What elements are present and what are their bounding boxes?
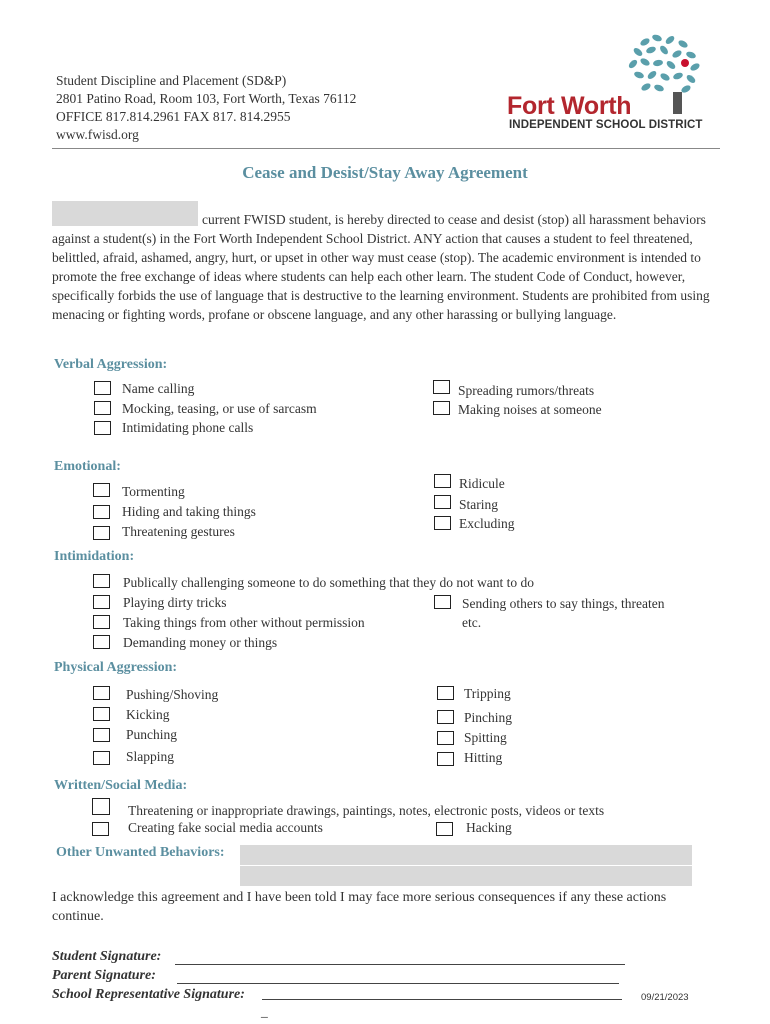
checkbox-ridicule[interactable] bbox=[434, 474, 451, 488]
option-label: Sending others to say things, threaten bbox=[462, 596, 665, 611]
section-heading-physical: Physical Aggression: bbox=[54, 660, 178, 675]
option-label: Threatening gestures bbox=[122, 524, 235, 539]
checkbox-excluding[interactable] bbox=[434, 516, 451, 530]
checkbox-slapping[interactable] bbox=[93, 751, 110, 765]
acknowledgement-text: I acknowledge this agreement and I have been told I may face more serious consequences if any these actions continue. bbox=[52, 890, 667, 924]
checkbox-demanding-money[interactable] bbox=[93, 635, 110, 649]
checkbox-pushing[interactable] bbox=[93, 686, 110, 700]
option-label: Hitting bbox=[464, 750, 503, 765]
checkbox-publically-challenging[interactable] bbox=[93, 574, 110, 588]
checkbox-name-calling[interactable] bbox=[94, 381, 111, 395]
checkbox-spitting[interactable] bbox=[437, 731, 454, 745]
option-label: Mocking, teasing, or use of sarcasm bbox=[122, 401, 317, 416]
checkbox-tormenting[interactable] bbox=[93, 483, 110, 497]
option-label: Name calling bbox=[122, 381, 195, 396]
student-signature-label: Student Signature: bbox=[52, 949, 162, 964]
section-heading-written: Written/Social Media: bbox=[54, 778, 188, 793]
intro-body: behaviors against a student(s) in the Fort Worth Independent School District. ANY action that causes a student to feel threatened, belittled, afraid, ashamed, angry, hurt, or upset in other way must cease (stop). The academic environment is intended to promote the free exchange of ideas where students can help each other learn. The student Code of Conduct, however, specifically forbids the use of language that is destructive to the learning environment. Students are prohibited from using menacing or fighting words, profane or obscene language, and any other harassing or bullying language. bbox=[52, 212, 710, 322]
option-label: Pushing/Shoving bbox=[126, 687, 219, 702]
option-label: Publically challenging someone to do something that they do not want to do bbox=[123, 575, 534, 590]
checkbox-hacking[interactable] bbox=[436, 822, 453, 836]
address-line: 2801 Patino Road, Room 103, Fort Worth, Texas 76112 bbox=[56, 91, 357, 106]
option-label: Hacking bbox=[466, 820, 512, 835]
option-label: Taking things from other without permission bbox=[123, 615, 365, 630]
option-label: Threatening or inappropriate drawings, paintings, notes, electronic posts, videos or texts bbox=[128, 803, 605, 818]
intro-paragraph bbox=[52, 210, 722, 324]
address-line: OFFICE 817.814.2961 FAX 817. 814.2955 bbox=[56, 109, 291, 124]
checkbox-spreading-rumors[interactable] bbox=[433, 380, 450, 394]
checkbox-taking-things[interactable] bbox=[93, 615, 110, 629]
address-line: Student Discipline and Placement (SD&P) bbox=[56, 73, 287, 88]
parent-signature-label: Parent Signature: bbox=[52, 968, 156, 983]
option-label: Staring bbox=[459, 497, 498, 512]
checkbox-tripping[interactable] bbox=[437, 686, 454, 700]
address-line: www.fwisd.org bbox=[56, 127, 139, 142]
form-date: 09/21/2023 bbox=[641, 992, 689, 1003]
option-label: Kicking bbox=[126, 707, 170, 722]
school-rep-signature-line[interactable] bbox=[262, 999, 622, 1000]
school-rep-signature-label: School Representative Signature: bbox=[52, 987, 245, 1002]
option-label: Tripping bbox=[464, 686, 511, 701]
checkbox-kicking[interactable] bbox=[93, 707, 110, 721]
signature-dash: _ bbox=[261, 1004, 268, 1019]
section-heading-verbal: Verbal Aggression: bbox=[54, 357, 168, 372]
option-label: Hiding and taking things bbox=[122, 504, 256, 519]
option-label-continued: etc. bbox=[462, 615, 482, 630]
checkbox-threatening-gestures[interactable] bbox=[93, 526, 110, 540]
checkbox-hitting[interactable] bbox=[437, 752, 454, 766]
document-title: Cease and Desist/Stay Away Agreement bbox=[242, 163, 528, 182]
checkbox-mocking[interactable] bbox=[94, 401, 111, 415]
option-label: Spitting bbox=[464, 730, 507, 745]
student-signature-line[interactable] bbox=[175, 964, 625, 965]
checkbox-hiding-things[interactable] bbox=[93, 505, 110, 519]
checkbox-sending-others[interactable] bbox=[434, 595, 451, 609]
other-behaviors-field-1[interactable] bbox=[240, 845, 692, 865]
checkbox-threatening-drawings[interactable] bbox=[92, 798, 110, 815]
district-logo-name: Fort Worth bbox=[507, 92, 632, 120]
option-label: Intimidating phone calls bbox=[122, 420, 254, 435]
option-label: Pinching bbox=[464, 710, 513, 725]
option-label: Demanding money or things bbox=[123, 635, 278, 650]
checkbox-dirty-tricks[interactable] bbox=[93, 595, 110, 609]
checkbox-pinching[interactable] bbox=[437, 710, 454, 724]
section-heading-other: Other Unwanted Behaviors: bbox=[56, 845, 225, 860]
checkbox-fake-accounts[interactable] bbox=[92, 822, 109, 836]
option-label: Punching bbox=[126, 727, 178, 742]
checkbox-intimidating-calls[interactable] bbox=[94, 421, 111, 435]
checkbox-staring[interactable] bbox=[434, 495, 451, 509]
intro-first-line: current FWISD student, is hereby directed to cease and desist (stop) all harassment bbox=[202, 212, 650, 227]
section-heading-emotional: Emotional: bbox=[54, 459, 121, 474]
other-behaviors-field-2[interactable] bbox=[240, 866, 692, 886]
option-label: Excluding bbox=[459, 516, 515, 531]
checkbox-punching[interactable] bbox=[93, 728, 110, 742]
option-label: Spreading rumors/threats bbox=[458, 383, 595, 398]
header-divider bbox=[52, 148, 720, 149]
option-label: Playing dirty tricks bbox=[123, 595, 227, 610]
parent-signature-line[interactable] bbox=[177, 983, 619, 984]
option-label: Making noises at someone bbox=[458, 402, 602, 417]
section-heading-intimidation: Intimidation: bbox=[54, 549, 135, 564]
option-label: Tormenting bbox=[122, 484, 185, 499]
district-logo-subtitle: INDEPENDENT SCHOOL DISTRICT bbox=[509, 119, 703, 131]
option-label: Ridicule bbox=[459, 476, 505, 491]
district-address-block bbox=[56, 72, 356, 144]
checkbox-making-noises[interactable] bbox=[433, 401, 450, 415]
option-label: Slapping bbox=[126, 749, 175, 764]
option-label: Creating fake social media accounts bbox=[128, 820, 323, 835]
